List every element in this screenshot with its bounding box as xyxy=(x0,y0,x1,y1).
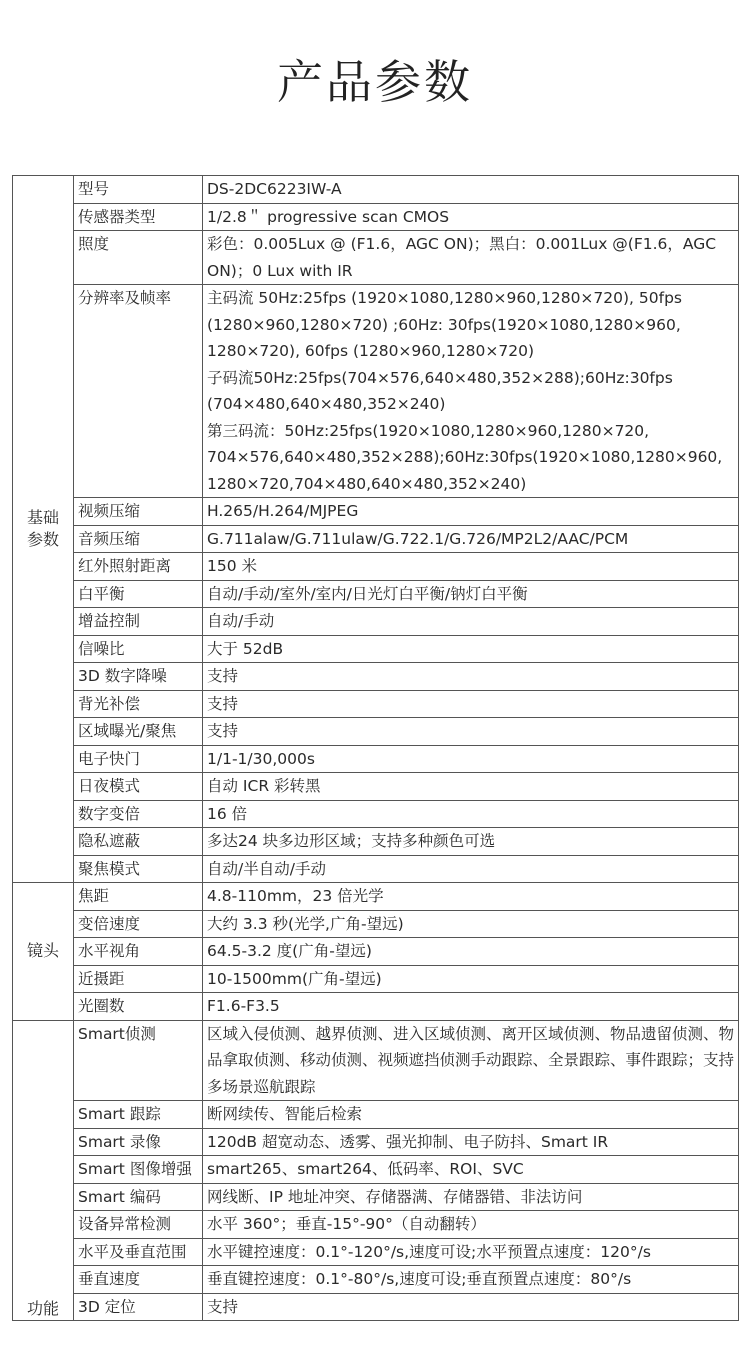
spec-value: 16 倍 xyxy=(203,800,739,828)
spec-row xyxy=(13,635,739,663)
spec-row xyxy=(13,663,739,691)
page-title: 产品参数 xyxy=(277,55,473,109)
spec-row xyxy=(13,285,739,498)
spec-value: 大约 3.3 秒(光学,广角-望远) xyxy=(203,910,739,938)
section-category: 镜头 xyxy=(13,883,74,1021)
spec-label: 信噪比 xyxy=(74,635,203,663)
spec-row xyxy=(13,1101,739,1129)
spec-value: 主码流 50Hz:25fps (1920×1080,1280×960,1280×720), 50fps (1280×960,1280×720) ;60Hz: 30fps(1920×1080,1280×960, 1280×720), 60fps (1280×960,1280×720) 子码流50Hz:25fps(704×576,640×480,352×288);60Hz:30fps (704×480,640×480,352×240) 第三码流：50Hz:25fps(1920×1080,1280×960,1280×720, 704×576,640×480,352×288);60Hz:30fps(1920×1080,1280×960, 1280×720,704×480,640×480,352×240) xyxy=(203,285,739,498)
spec-row xyxy=(13,800,739,828)
spec-value: H.265/H.264/MJPEG xyxy=(203,498,739,526)
spec-label: 型号 xyxy=(74,176,203,204)
spec-row xyxy=(13,525,739,553)
spec-row xyxy=(13,1211,739,1239)
spec-row xyxy=(13,1238,739,1266)
spec-label: 隐私遮蔽 xyxy=(74,828,203,856)
spec-label: 分辨率及帧率 xyxy=(74,285,203,498)
spec-value: 支持 xyxy=(203,718,739,746)
section-category: 功能 xyxy=(13,1020,74,1321)
spec-row xyxy=(13,1156,739,1184)
section-category: 基础 参数 xyxy=(13,176,74,883)
spec-value: 支持 xyxy=(203,690,739,718)
spec-row xyxy=(13,745,739,773)
spec-row xyxy=(13,1266,739,1294)
spec-label: 白平衡 xyxy=(74,580,203,608)
spec-row xyxy=(13,718,739,746)
spec-row xyxy=(13,993,739,1021)
spec-label: 背光补偿 xyxy=(74,690,203,718)
spec-value: 区域入侵侦测、越界侦测、进入区域侦测、离开区域侦测、物品遗留侦测、物品拿取侦测、移动侦测、视频遮挡侦测手动跟踪、全景跟踪、事件跟踪；支持多场景巡航跟踪 xyxy=(203,1020,739,1101)
spec-row xyxy=(13,580,739,608)
spec-value: 自动 ICR 彩转黑 xyxy=(203,773,739,801)
spec-label: 区域曝光/聚焦 xyxy=(74,718,203,746)
spec-label: 3D 数字降噪 xyxy=(74,663,203,691)
spec-value: 4.8-110mm，23 倍光学 xyxy=(203,883,739,911)
spec-value: 大于 52dB xyxy=(203,635,739,663)
spec-value: 彩色：0.005Lux @ (F1.6，AGC ON)；黑白：0.001Lux @(F1.6，AGC ON)；0 Lux with IR xyxy=(203,231,739,285)
spec-value: 1/2.8＂ progressive scan CMOS xyxy=(203,203,739,231)
spec-row xyxy=(13,773,739,801)
spec-table-body xyxy=(13,176,739,1321)
spec-row xyxy=(13,1128,739,1156)
spec-label: 垂直速度 xyxy=(74,1266,203,1294)
spec-row xyxy=(13,1020,739,1101)
spec-value: 支持 xyxy=(203,1293,739,1321)
spec-label: 日夜模式 xyxy=(74,773,203,801)
spec-row xyxy=(13,965,739,993)
spec-label: 光圈数 xyxy=(74,993,203,1021)
spec-row xyxy=(13,828,739,856)
spec-label: Smart 图像增强 xyxy=(74,1156,203,1184)
spec-value: 自动/手动/室外/室内/日光灯白平衡/钠灯白平衡 xyxy=(203,580,739,608)
spec-value: 断网续传、智能后检索 xyxy=(203,1101,739,1129)
spec-value: 10-1500mm(广角-望远) xyxy=(203,965,739,993)
spec-label: 音频压缩 xyxy=(74,525,203,553)
spec-row xyxy=(13,910,739,938)
spec-value: smart265、smart264、低码率、ROI、SVC xyxy=(203,1156,739,1184)
spec-label: Smart 跟踪 xyxy=(74,1101,203,1129)
spec-label: 照度 xyxy=(74,231,203,285)
spec-value: 64.5-3.2 度(广角-望远) xyxy=(203,938,739,966)
spec-label: 数字变倍 xyxy=(74,800,203,828)
spec-label: 设备异常检测 xyxy=(74,1211,203,1239)
spec-value: 自动/半自动/手动 xyxy=(203,855,739,883)
spec-row xyxy=(13,203,739,231)
spec-value: DS-2DC6223IW-A xyxy=(203,176,739,204)
spec-value: 网线断、IP 地址冲突、存储器满、存储器错、非法访问 xyxy=(203,1183,739,1211)
spec-label: 传感器类型 xyxy=(74,203,203,231)
spec-label: Smart侦测 xyxy=(74,1020,203,1101)
spec-row xyxy=(13,883,739,911)
spec-row xyxy=(13,938,739,966)
spec-label: 变倍速度 xyxy=(74,910,203,938)
spec-label: 红外照射距离 xyxy=(74,553,203,581)
spec-value: 120dB 超宽动态、透雾、强光抑制、电子防抖、Smart IR xyxy=(203,1128,739,1156)
spec-label: Smart 编码 xyxy=(74,1183,203,1211)
spec-value: 水平 360°；垂直-15°-90°（自动翻转） xyxy=(203,1211,739,1239)
spec-value: 水平键控速度：0.1°-120°/s,速度可设;水平预置点速度：120°/s xyxy=(203,1238,739,1266)
spec-row xyxy=(13,690,739,718)
spec-value: 1/1-1/30,000s xyxy=(203,745,739,773)
spec-value: F1.6-F3.5 xyxy=(203,993,739,1021)
spec-label: 3D 定位 xyxy=(74,1293,203,1321)
spec-table xyxy=(12,175,739,1321)
spec-row xyxy=(13,231,739,285)
spec-label: 电子快门 xyxy=(74,745,203,773)
spec-label: 水平及垂直范围 xyxy=(74,1238,203,1266)
spec-label: 视频压缩 xyxy=(74,498,203,526)
spec-label: 近摄距 xyxy=(74,965,203,993)
spec-label: 聚焦模式 xyxy=(74,855,203,883)
spec-row xyxy=(13,498,739,526)
spec-value: 多达24 块多边形区域；支持多种颜色可选 xyxy=(203,828,739,856)
spec-row xyxy=(13,553,739,581)
spec-row xyxy=(13,608,739,636)
spec-row xyxy=(13,176,739,204)
spec-label: 水平视角 xyxy=(74,938,203,966)
spec-value: 150 米 xyxy=(203,553,739,581)
spec-row xyxy=(13,1293,739,1321)
spec-value: G.711alaw/G.711ulaw/G.722.1/G.726/MP2L2/AAC/PCM xyxy=(203,525,739,553)
spec-value: 支持 xyxy=(203,663,739,691)
spec-row xyxy=(13,855,739,883)
spec-value: 垂直键控速度：0.1°-80°/s,速度可设;垂直预置点速度：80°/s xyxy=(203,1266,739,1294)
spec-row xyxy=(13,1183,739,1211)
spec-label: 增益控制 xyxy=(74,608,203,636)
spec-label: 焦距 xyxy=(74,883,203,911)
spec-label: Smart 录像 xyxy=(74,1128,203,1156)
spec-value: 自动/手动 xyxy=(203,608,739,636)
